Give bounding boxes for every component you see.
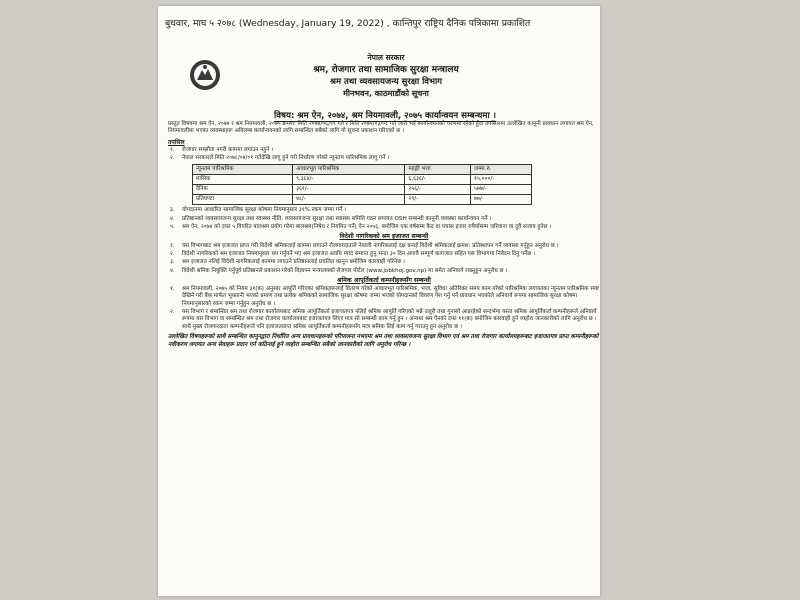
notice-subject: [170, 109, 600, 121]
item-text: प्रतिष्ठानको व्यवसायजन्य सुरक्षा तथा स्वास्थ्य नीति, व्यवसायजन्य सुरक्षा तथा स्वास्थ्य समिति गठन लगायत OSH सम्बन्धी कानूनी व्यवस्था कार्यान्वयन गर्ने ।: [182, 215, 492, 222]
table-row: [193, 195, 532, 205]
item-number: २.: [170, 155, 175, 162]
header-ministry: श्रम, रोजगार तथा सामाजिक सुरक्षा मन्त्रालय: [313, 65, 459, 75]
table-cell: ७७/-: [471, 195, 532, 205]
list-item: [168, 224, 600, 231]
table-cell: २९/-: [405, 195, 471, 205]
subject-text: विषय: श्रम ऐन, २०७४, श्रम नियमावली, २०७५ कार्यान्वयन सम्बन्धमा ।: [274, 111, 496, 121]
item-text: नेपाल सरकारले मिति २०७८/०४/०१ गतेदेखि लागू हुने गरी निर्धारण गरेको न्यूनतम पारिश्रमिक लागू गर्ने ।: [182, 155, 390, 162]
item-text: विदेशी नागरिकको श्रम इजाजत नियमानुसार थप गर्नुपर्ने भए श्रम इजाजत अवधि म्याद समाप्त हुनु भन्दा ३० दिन अगावै सम्पूर्ण कागजात सहित यस विभागमा निवेदन दिनु पर्नेछ ।: [182, 250, 536, 257]
list-item: [168, 268, 600, 275]
table-cell: मासिक: [193, 175, 293, 185]
table-cell: दैनिक: [193, 185, 293, 195]
item-text: योगदानमा आधारित सामाजिक सुरक्षा कोषमा नियमानुसार ३१% रकम जम्मा गर्ने ।: [182, 207, 346, 214]
list-item: [168, 147, 600, 154]
table-cell: २५६/-: [405, 185, 471, 195]
table-row: [193, 175, 532, 185]
table-cell: ६,६३६/-: [405, 175, 471, 185]
tapasil-heading: तपसिल: [168, 138, 185, 146]
item-number: ३.: [170, 207, 175, 214]
table-cell: ५७७/-: [471, 185, 532, 195]
table-cell: प्रतिघण्टा: [193, 195, 293, 205]
item-text: श्रम ऐन, २०७४ को दफा ५ विपरित बालश्रम प्रयोग गरेमा बालश्रम(निषेध र नियमित गर्ने) ऐन २०५६, बमोजिम एक वर्षसम्म कैद वा पचास हजार रुपैयाँसम्म जरिवाना वा दुवै सजाय हुनेछ ।: [182, 224, 552, 231]
item-number: ४.: [170, 215, 175, 222]
section-heading-foreign: विदेशी नागरिकको श्रम इजाजत सम्बन्धी: [339, 233, 429, 241]
table-cell: १५,०००/-: [471, 175, 532, 185]
item-text: विदेशी श्रमिक नियुक्ति गर्नुपूर्व प्रतिष्ठानले प्रकाशन गरेको विज्ञापन मन्त्रालयको रोजगार पोर्टल (www.jobkhoj.gov.np) मा समेत अनिवार्य राख्नुहुन अनुरोध छ ।: [182, 267, 508, 274]
item-text: श्रम इजाजत नलिई विदेशी नागरिकलाई काममा लगाउने प्रतिष्ठानलाई प्रचलित कानून बमोजिम कारवाही गरिनेछ ।: [182, 259, 405, 266]
item-number: ४.: [170, 267, 175, 274]
section-heading-supplier: श्रमिक आपूर्तिकर्ता कम्पनीहरूसँग सम्बन्धी: [337, 276, 431, 284]
closing-paragraph: उल्लेखित विषयहरूको साथै सम्बन्धित कानूनद्वारा निर्धारित अन्य प्रावधानहरूको परिपालना नभएमा श्रम तथा व्यवसायजन्य सुरक्षा विभाग एवं श्रम तथा रोजगार कार्यालयहरूबाट इजाजतपत्र प्राप्त कम्पनीहरूको नवीकरण लगायत अन्य सेवाहरू प्रदान गर्न कठिनाई हुने व्यहोरा सम्बन्धित सबैको जानकारीको लागि अनुरोध गरिन्छ ।: [168, 333, 599, 348]
table-header-cell: आधारभूत पारिश्रमिक: [293, 165, 405, 175]
header-department: श्रम तथा व्यवसायजन्य सुरक्षा विभाग: [329, 77, 442, 87]
list-item: [168, 309, 600, 331]
intro-paragraph: प्रस्तुत विषयमा श्रम ऐन, २०७४ र श्रम नियमावली, २०७५ क्रमश: मिति २०७४/०६/१९ गते र मिति २०७५/०३/०८ गते जारी भई कार्यान्वयनको चरणमा रहेको हुँदा तपसिलमा उल्लेखित कानूनी प्रावधान लगायत श्रम ऐन, नियमावलीमा भएका व्यवस्थाहरू अविलम्ब कार्यान्वयनको लागि सम्बन्धित सबैको लागि यो सूचना प्रकाशन गरिएको छ ।: [168, 121, 594, 135]
list-item: [168, 243, 600, 250]
list-item: [168, 251, 600, 258]
wage-table: [192, 164, 532, 205]
item-number: १.: [170, 286, 175, 293]
item-text: श्रम नियमावली, २०७५ को नियम ३१(क) अनुसार आपूर्ति गरिएका श्रमिकहरूलाई वितरण गरेको आधारभूत पारिश्रमिक, भत्ता, सुविधा अतिरिक्त समय काम गरेको पारिश्रमिक लगायतका न्यूनतम पारिश्रमिक स्पष्ट देखिने गरी बैंक मार्फत भुक्तानी भएको प्रमाण तथा प्रत्येक श्रमिकको सामाजिक सुरक्षा कोषमा जम्मा भएको योगदानको विवरण पेश गर्नु पर्ने प्रावधान भएकोले अनिवार्य रूपमा सामाजिक सुरक्षा कोषमा नियमानुसारको रकम जम्मा गर्नुहुन अनुरोध छ ।: [182, 286, 599, 307]
header-govt: नेपाल सरकार: [367, 53, 405, 62]
item-number: ५.: [170, 224, 175, 231]
table-cell: ३६१/-: [293, 185, 405, 195]
list-item: [168, 155, 600, 162]
table-cell: ९,३६४/-: [293, 175, 405, 185]
table-header-cell: जम्मा रु.: [471, 165, 532, 175]
notice-body: [168, 121, 600, 349]
table-header-row: [193, 165, 532, 175]
table-row: [193, 185, 532, 195]
table-header-cell: महङ्गी भत्ता: [405, 165, 471, 175]
table-header-cell: न्यूनतम पारिश्रमिक: [193, 165, 293, 175]
list-item: [168, 207, 600, 214]
list-item: [168, 259, 600, 266]
item-text: यस विभाग र सम्बन्धित श्रम तथा रोजगार कार्यालयबाट श्रमिक आपूर्तिकर्ता इजाजतपत्र नलिई श्रमिक आपूर्ति गरिएको भन्ने उजुरी तथा गुनासो आइरहेको सन्दर्भमा यस्ता श्रमिक आपूर्तिकर्ता कम्पनीहरूले अनिवार्य रूपमा यस विभाग वा सम्बन्धित श्रम तथा रोजगार कार्यालयबाट इजाजतपत्र लिएर मात्र सो सम्बन्धी काम गर्नु हुन । अन्यथा श्रम ऐनको दफा ११(क) बमोजिम कारवाही हुने व्यहोरा जानकारीको लागि अनुरोध छ । साथै मुख्य रोजगारदाता कम्पनीहरूले पनि इजाजतप्राप्त श्रमिक आपूर्तिकर्ता कम्पनीहरूसँग मात्र श्रमिक लिई काम गर्नु गराउनु हुन अनुरोध छ ।: [182, 309, 597, 330]
item-number: १.: [170, 146, 175, 153]
publication-note: बुधवार, माघ ५ २०७८ (Wednesday, January 19, 2022) , कान्तिपुर राष्ट्रिय दैनिक पत्रिकामा प्रकाशित: [165, 18, 531, 29]
item-text: रोजगार सम्झौता नगरी काममा लगाउन नहुने ।: [182, 146, 274, 153]
item-number: १.: [170, 242, 175, 249]
list-item: [168, 216, 600, 223]
list-item: [168, 286, 600, 308]
notice-header: [176, 52, 596, 100]
table-cell: ४८/-: [293, 195, 405, 205]
item-number: २.: [170, 250, 175, 257]
item-number: ३.: [170, 259, 175, 266]
item-text: यस विभागबाट श्रम इजाजत प्राप्त गरी विदेशी श्रमिकलाई काममा लगाउने रोजगारदाताले नेपाली नागरिकलाई दक्ष बनाई विदेशी श्रमिकलाई क्रमश: प्रतिस्थापन गर्ने व्यवस्था गर्नुहुन अनुरोध छ ।: [182, 242, 559, 249]
item-number: २.: [170, 309, 175, 316]
header-location: मीनभवन, काठमाडौंको सूचना: [343, 89, 429, 98]
